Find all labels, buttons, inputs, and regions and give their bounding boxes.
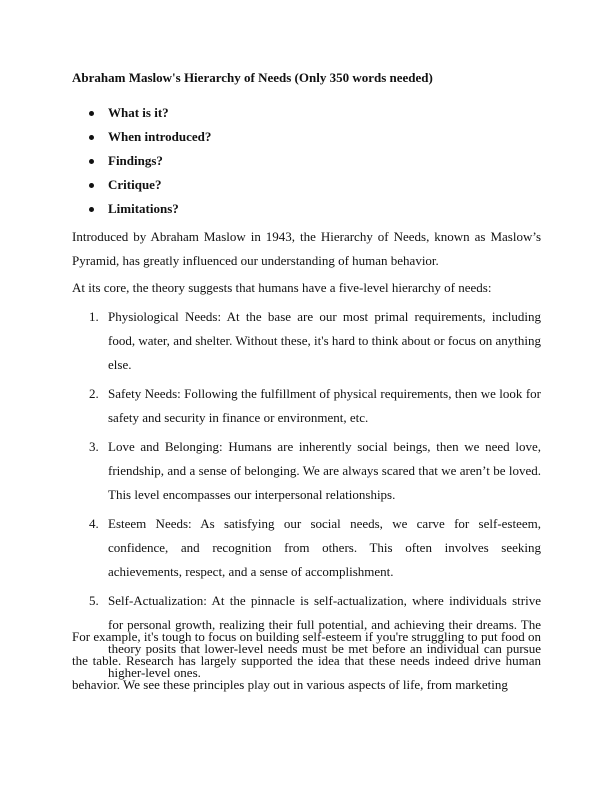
need-item: 5. Self-Actualization: At the pinnacle is self-actualization, where individuals strive for personal growth, realizing their full potential, and achieving their dreams. The theory posits that lower-level needs must be met before an individual can pursue higher-level ones. <box>89 593 541 680</box>
bullet-icon <box>89 207 94 212</box>
core-paragraph: At its core, the theory suggests that humans have a five-level hierarchy of needs: <box>72 280 492 295</box>
bullet-item: Limitations? <box>72 197 211 221</box>
bullet-icon <box>89 183 94 188</box>
intro-paragraph: Introduced by Abraham Maslow in 1943, the Hierarchy of Needs, known as Maslow’s Pyramid, has greatly influenced our understanding of human behavior. <box>72 229 541 268</box>
need-item: 2. Safety Needs: Following the fulfillment of physical requirements, then we look for safety and security in finance or environment, etc. <box>89 386 541 425</box>
bullet-icon <box>89 135 94 140</box>
need-item: 1. Physiological Needs: At the base are our most primal requirements, including food, water, and shelter. Without these, it's hard to think about or focus on anything else. <box>89 309 541 372</box>
bullet-item: Findings? <box>72 149 211 173</box>
need-item: 3. Love and Belonging: Humans are inherently social beings, then we need love, friendship, and a sense of belonging. We are always scared that we aren’t be loved. This level encompasses our interpersonal relationships. <box>89 439 541 502</box>
bullet-item: What is it? <box>72 101 211 125</box>
document-title: Abraham Maslow's Hierarchy of Needs (Only 350 words needed) <box>72 70 433 85</box>
bullet-icon <box>89 111 94 116</box>
example-paragraph: For example, it's tough to focus on building self-esteem if you're struggling to put food on the table. Research has largely supported the idea that these needs indeed drive human behavior. We see these principles play out in various aspects of life, from marketing <box>72 629 541 692</box>
need-item: 4. Esteem Needs: As satisfying our social needs, we carve for self-esteem, confidence, and recognition from others. This often involves seeking achievements, respect, and a sense of accomplishment. <box>89 516 541 579</box>
bullet-item: When introduced? <box>72 125 211 149</box>
bullet-item: Critique? <box>72 173 211 197</box>
bullet-icon <box>89 159 94 164</box>
question-bullet-list <box>72 101 211 221</box>
